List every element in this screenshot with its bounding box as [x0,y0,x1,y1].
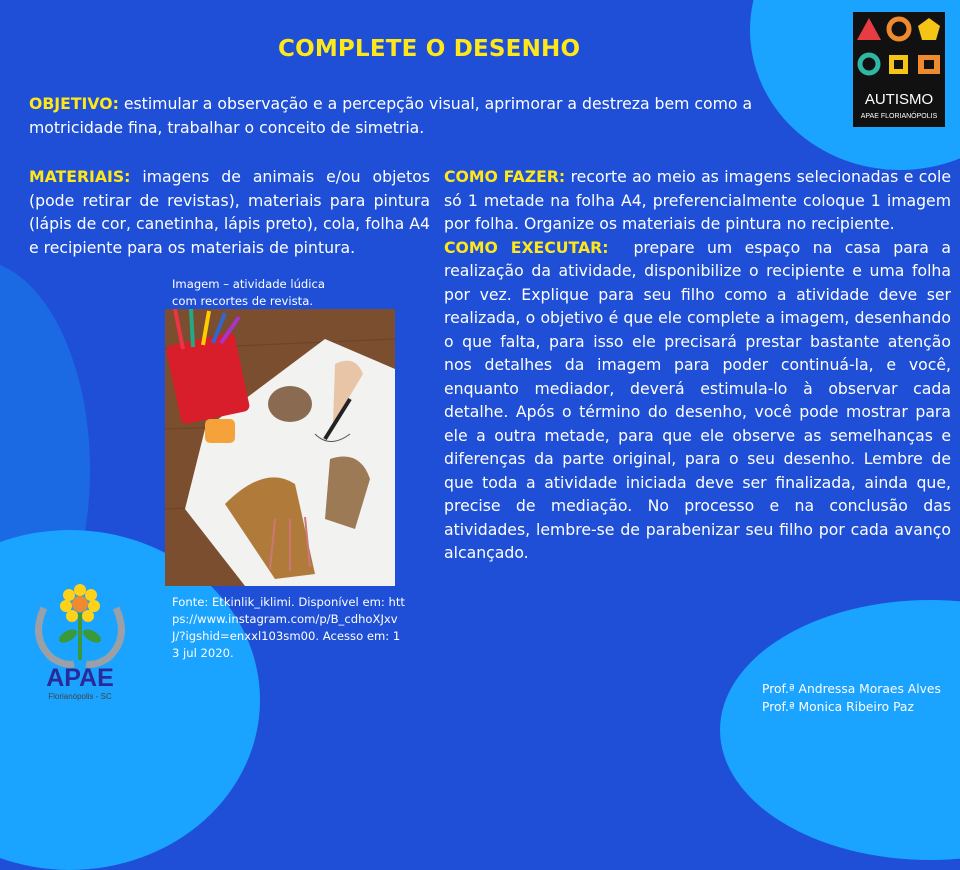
objective-paragraph [29,92,829,139]
page-title: COMPLETE O DESENHO [278,36,581,62]
credits [762,680,941,716]
how-to-make-paragraph [444,165,951,236]
credit-line: Prof.ª Monica Ribeiro Paz [762,700,914,714]
materials-label: MATERIAIS: [29,167,131,186]
background-blob-bottom-right [720,600,960,860]
apae-logo-subtitle: Florianópolis - SC [48,692,112,701]
autismo-logo [853,12,945,127]
materials-text: imagens de animais e/ou objetos (pode retirar de revistas), materiais para pintura (lápis de cor, canetinha, lápis preto), cola, folha A4 e recipiente para os materiais de pintura. [29,167,430,257]
how-to-make-label: COMO FAZER: [444,167,566,186]
autismo-logo-subtitle: APAE FLORIANÓPOLIS [860,113,938,120]
materials-paragraph [29,165,430,259]
autismo-logo-name: AUTISMO [864,91,934,108]
apae-flower-icon [24,578,136,703]
autismo-logo-icon [853,12,945,127]
apae-logo [24,578,136,703]
how-to-run-text: prepare um espaço na casa para a realização da atividade, disponibilize o recipiente e uma folha por vez. Explique para seu filho como a atividade deve ser realizada, o objetivo é que ele complete a imagem, desenhando o que falta, para isso ele precisará prestar bastante atenção nos detalhes da imagem para poder continuá-la, e você, enquanto mediador, deverá estimula-lo à observar cada detalhe. Após o término do desenho, você pode mostrar para ele a outra metade, para que ele observe as semelhanças e diferenças da parte original, para o seu desenho. Lembre de que toda a atividade iniciada deve ser finalizada, ainda que, precise de mediação. No processo e na conclusão das atividades, lembre-se de parabenizar seu filho por cada avanço alcançado. [444,237,956,562]
how-to-make-text: recorte ao meio as imagens selecionadas e cole só 1 metade na folha A4, preferencialmente coloque 1 imagem por folha. Organize os materiais de pintura no recipiente. [444,167,951,233]
how-to-run-label: COMO EXECUTAR: [444,237,609,257]
activity-photo [165,309,395,586]
image-caption: Imagem – atividade lúdica com recortes de revista. [172,277,325,308]
image-source: Fonte: Etkinlik_iklimi. Disponível em: https://www.instagram.com/p/B_cdhoXJxvJ/?igshid=enxxl103sm00. Acesso em: 13 jul 2020. [172,595,405,660]
instructions-section [444,165,956,565]
how-to-run-paragraph [444,236,956,565]
objective-text: estimular a observação e a percepção visual, aprimorar a destreza bem como a motricidade fina, trabalhar o conceito de simetria. [29,94,753,137]
objective-label: OBJETIVO: [29,94,119,113]
apae-logo-name: APAE [46,664,114,692]
credit-line: Prof.ª Andressa Moraes Alves [762,682,941,696]
